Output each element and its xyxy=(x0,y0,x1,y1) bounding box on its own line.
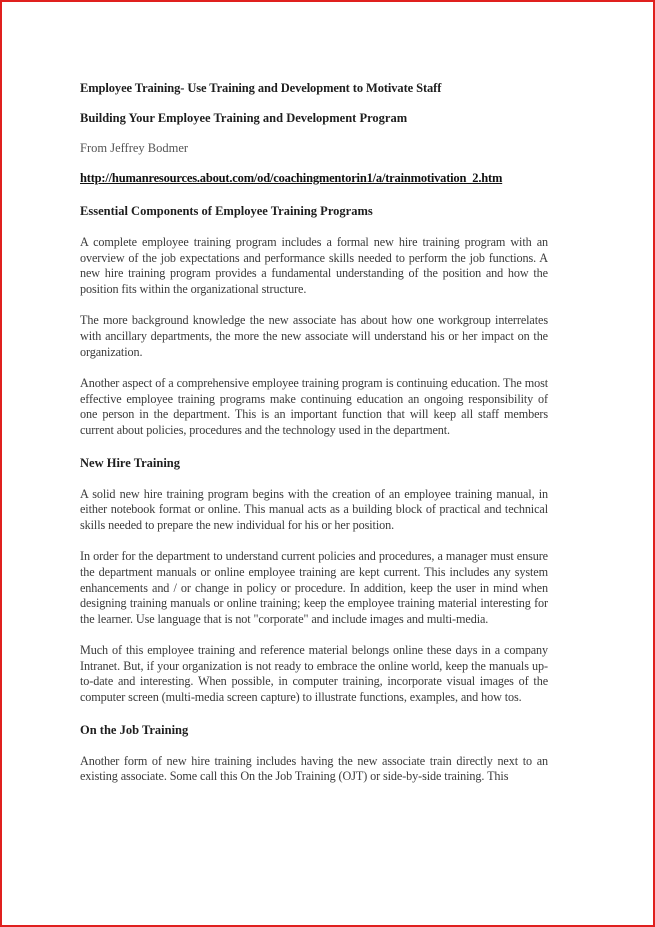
section-heading-on-the-job-training: On the Job Training xyxy=(80,722,189,737)
document-subtitle: Building Your Employee Training and Development Program xyxy=(80,111,408,125)
section-heading-essential-components: Essential Components of Employee Training Programs xyxy=(80,204,373,218)
paragraph: Much of this employee training and reference material belongs online these days in a company Intranet. But, if your organization is not ready to embrace the online world, keep the manuals up-to-date and interesting. When possible, in computer training, incorporate visual images of the computer screen (multi-media screen capture) to illustrate functions, examples, and how tos. xyxy=(80,643,548,705)
paragraph: A complete employee training program includes a formal new hire training program with an overview of the job expectations and performance skills needed to perform the job functions. A new hire training program provides a fundamental understanding of the position and how the position fits within the organizational structure. xyxy=(80,235,548,296)
paragraph: Another aspect of a comprehensive employee training program is continuing education. The most effective employee training programs make continuing education an ongoing responsibility of one person in the department. This is an important function that will keep all staff members current about policies, procedures and the technology used in the department. xyxy=(80,376,548,437)
paragraph: The more background knowledge the new associate has about how one workgroup interrelates with ancillary departments, the more the new associate will understand his or her impact on the organization. xyxy=(80,313,548,359)
paragraph: In order for the department to understand current policies and procedures, a manager must ensure the department manuals or online employee training are kept current. This includes any system enhancements and / or change in policy or procedure. In addition, keep the user in mind when designing training manuals or online training; keep the employee training material interesting for the learner. Use language that is not "corporate" and include images and multi-media. xyxy=(80,549,548,626)
paragraph: A solid new hire training program begins with the creation of an employee training manual, in either notebook format or online. This manual acts as a building block of practical and technical skills needed to prepare the new individual for his or her position. xyxy=(80,486,548,532)
document-body xyxy=(80,80,548,801)
paragraph: Another form of new hire training includes having the new associate train directly next to an existing associate. Some call this On the Job Training (OJT) or side-by-side training. This xyxy=(80,753,548,784)
section-heading-new-hire-training: New Hire Training xyxy=(80,455,180,470)
source-link[interactable]: http://humanresources.about.com/od/coachingmentorin1/a/trainmotivation_2.htm xyxy=(80,171,503,185)
document-title: Employee Training- Use Training and Development to Motivate Staff xyxy=(80,81,442,95)
document-author: From Jeffrey Bodmer xyxy=(80,141,189,155)
